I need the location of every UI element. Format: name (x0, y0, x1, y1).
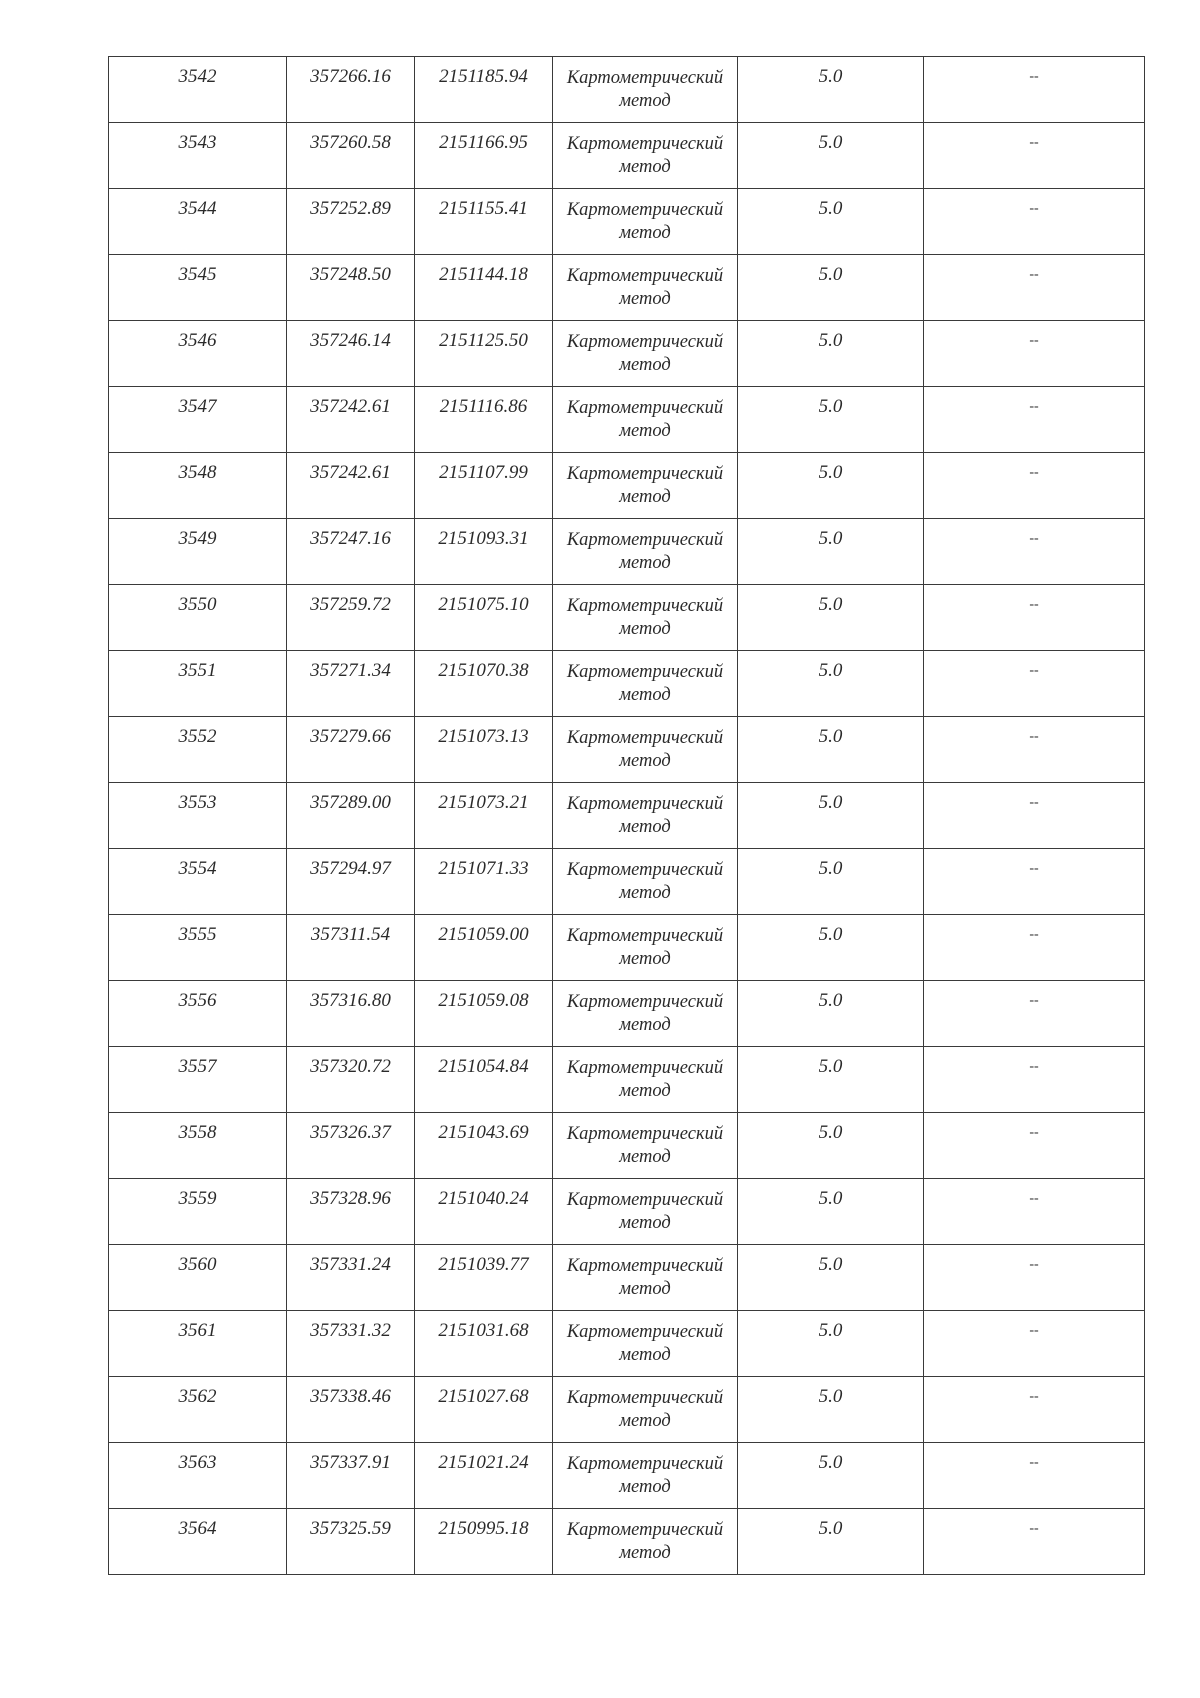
note-cell: -- (924, 651, 1145, 717)
precision-cell: 5.0 (738, 387, 924, 453)
precision-cell: 5.0 (738, 255, 924, 321)
table-row (109, 1509, 1145, 1575)
precision-cell: 5.0 (738, 651, 924, 717)
y-coordinate-cell: 2151144.18 (415, 255, 553, 321)
method-cell: Картометрический метод (553, 981, 738, 1047)
x-coordinate-cell: 357252.89 (287, 189, 415, 255)
note-cell: -- (924, 915, 1145, 981)
method-cell: Картометрический метод (553, 453, 738, 519)
note-cell: -- (924, 453, 1145, 519)
table-row (109, 849, 1145, 915)
method-cell: Картометрический метод (553, 1245, 738, 1311)
note-cell: -- (924, 189, 1145, 255)
table-body (109, 57, 1145, 1575)
y-coordinate-cell: 2151031.68 (415, 1311, 553, 1377)
y-coordinate-cell: 2151021.24 (415, 1443, 553, 1509)
method-cell: Картометрический метод (553, 783, 738, 849)
method-cell: Картометрический метод (553, 57, 738, 123)
table-row (109, 1245, 1145, 1311)
table-row (109, 189, 1145, 255)
x-coordinate-cell: 357331.32 (287, 1311, 415, 1377)
method-cell: Картометрический метод (553, 387, 738, 453)
y-coordinate-cell: 2151107.99 (415, 453, 553, 519)
table-row (109, 717, 1145, 783)
y-coordinate-cell: 2150995.18 (415, 1509, 553, 1575)
note-cell: -- (924, 1311, 1145, 1377)
y-coordinate-cell: 2151043.69 (415, 1113, 553, 1179)
note-cell: -- (924, 1179, 1145, 1245)
point-number-cell: 3543 (109, 123, 287, 189)
precision-cell: 5.0 (738, 1377, 924, 1443)
method-cell: Картометрический метод (553, 585, 738, 651)
point-number-cell: 3561 (109, 1311, 287, 1377)
note-cell: -- (924, 321, 1145, 387)
precision-cell: 5.0 (738, 981, 924, 1047)
y-coordinate-cell: 2151054.84 (415, 1047, 553, 1113)
point-number-cell: 3555 (109, 915, 287, 981)
method-cell: Картометрический метод (553, 1443, 738, 1509)
note-cell: -- (924, 981, 1145, 1047)
y-coordinate-cell: 2151027.68 (415, 1377, 553, 1443)
point-number-cell: 3557 (109, 1047, 287, 1113)
table-row (109, 1443, 1145, 1509)
y-coordinate-cell: 2151155.41 (415, 189, 553, 255)
coordinates-table (108, 56, 1145, 1575)
point-number-cell: 3554 (109, 849, 287, 915)
y-coordinate-cell: 2151166.95 (415, 123, 553, 189)
note-cell: -- (924, 585, 1145, 651)
method-cell: Картометрический метод (553, 717, 738, 783)
method-cell: Картометрический метод (553, 255, 738, 321)
note-cell: -- (924, 387, 1145, 453)
table-row (109, 123, 1145, 189)
table-row (109, 57, 1145, 123)
table-row (109, 915, 1145, 981)
point-number-cell: 3564 (109, 1509, 287, 1575)
y-coordinate-cell: 2151116.86 (415, 387, 553, 453)
x-coordinate-cell: 357331.24 (287, 1245, 415, 1311)
y-coordinate-cell: 2151059.08 (415, 981, 553, 1047)
method-cell: Картометрический метод (553, 1179, 738, 1245)
x-coordinate-cell: 357279.66 (287, 717, 415, 783)
method-cell: Картометрический метод (553, 1311, 738, 1377)
x-coordinate-cell: 357289.00 (287, 783, 415, 849)
x-coordinate-cell: 357242.61 (287, 453, 415, 519)
method-cell: Картометрический метод (553, 189, 738, 255)
point-number-cell: 3552 (109, 717, 287, 783)
method-cell: Картометрический метод (553, 321, 738, 387)
x-coordinate-cell: 357248.50 (287, 255, 415, 321)
y-coordinate-cell: 2151071.33 (415, 849, 553, 915)
point-number-cell: 3549 (109, 519, 287, 585)
table-row (109, 981, 1145, 1047)
x-coordinate-cell: 357311.54 (287, 915, 415, 981)
note-cell: -- (924, 1047, 1145, 1113)
note-cell: -- (924, 1509, 1145, 1575)
note-cell: -- (924, 255, 1145, 321)
point-number-cell: 3542 (109, 57, 287, 123)
note-cell: -- (924, 717, 1145, 783)
precision-cell: 5.0 (738, 453, 924, 519)
note-cell: -- (924, 783, 1145, 849)
precision-cell: 5.0 (738, 1509, 924, 1575)
y-coordinate-cell: 2151075.10 (415, 585, 553, 651)
point-number-cell: 3556 (109, 981, 287, 1047)
point-number-cell: 3548 (109, 453, 287, 519)
y-coordinate-cell: 2151073.21 (415, 783, 553, 849)
method-cell: Картометрический метод (553, 1113, 738, 1179)
point-number-cell: 3545 (109, 255, 287, 321)
method-cell: Картометрический метод (553, 1047, 738, 1113)
x-coordinate-cell: 357259.72 (287, 585, 415, 651)
precision-cell: 5.0 (738, 783, 924, 849)
precision-cell: 5.0 (738, 1245, 924, 1311)
precision-cell: 5.0 (738, 519, 924, 585)
precision-cell: 5.0 (738, 1311, 924, 1377)
note-cell: -- (924, 849, 1145, 915)
x-coordinate-cell: 357337.91 (287, 1443, 415, 1509)
x-coordinate-cell: 357260.58 (287, 123, 415, 189)
table-row (109, 1377, 1145, 1443)
x-coordinate-cell: 357338.46 (287, 1377, 415, 1443)
x-coordinate-cell: 357247.16 (287, 519, 415, 585)
precision-cell: 5.0 (738, 585, 924, 651)
table-row (109, 651, 1145, 717)
precision-cell: 5.0 (738, 915, 924, 981)
precision-cell: 5.0 (738, 1443, 924, 1509)
y-coordinate-cell: 2151073.13 (415, 717, 553, 783)
point-number-cell: 3560 (109, 1245, 287, 1311)
y-coordinate-cell: 2151070.38 (415, 651, 553, 717)
x-coordinate-cell: 357246.14 (287, 321, 415, 387)
precision-cell: 5.0 (738, 57, 924, 123)
x-coordinate-cell: 357266.16 (287, 57, 415, 123)
y-coordinate-cell: 2151039.77 (415, 1245, 553, 1311)
method-cell: Картометрический метод (553, 1509, 738, 1575)
point-number-cell: 3558 (109, 1113, 287, 1179)
table-row (109, 1113, 1145, 1179)
precision-cell: 5.0 (738, 717, 924, 783)
x-coordinate-cell: 357242.61 (287, 387, 415, 453)
note-cell: -- (924, 1377, 1145, 1443)
note-cell: -- (924, 519, 1145, 585)
note-cell: -- (924, 1113, 1145, 1179)
x-coordinate-cell: 357320.72 (287, 1047, 415, 1113)
method-cell: Картометрический метод (553, 1377, 738, 1443)
note-cell: -- (924, 123, 1145, 189)
point-number-cell: 3544 (109, 189, 287, 255)
note-cell: -- (924, 57, 1145, 123)
table-row (109, 387, 1145, 453)
method-cell: Картометрический метод (553, 519, 738, 585)
precision-cell: 5.0 (738, 189, 924, 255)
y-coordinate-cell: 2151093.31 (415, 519, 553, 585)
precision-cell: 5.0 (738, 1047, 924, 1113)
point-number-cell: 3563 (109, 1443, 287, 1509)
table-row (109, 321, 1145, 387)
table-row (109, 585, 1145, 651)
method-cell: Картометрический метод (553, 123, 738, 189)
table-row (109, 519, 1145, 585)
method-cell: Картометрический метод (553, 915, 738, 981)
point-number-cell: 3546 (109, 321, 287, 387)
table-row (109, 1179, 1145, 1245)
x-coordinate-cell: 357294.97 (287, 849, 415, 915)
x-coordinate-cell: 357271.34 (287, 651, 415, 717)
point-number-cell: 3559 (109, 1179, 287, 1245)
precision-cell: 5.0 (738, 1113, 924, 1179)
x-coordinate-cell: 357328.96 (287, 1179, 415, 1245)
point-number-cell: 3550 (109, 585, 287, 651)
method-cell: Картометрический метод (553, 651, 738, 717)
y-coordinate-cell: 2151040.24 (415, 1179, 553, 1245)
table-row (109, 1311, 1145, 1377)
x-coordinate-cell: 357326.37 (287, 1113, 415, 1179)
table-row (109, 1047, 1145, 1113)
table-row (109, 783, 1145, 849)
y-coordinate-cell: 2151185.94 (415, 57, 553, 123)
precision-cell: 5.0 (738, 321, 924, 387)
precision-cell: 5.0 (738, 849, 924, 915)
y-coordinate-cell: 2151125.50 (415, 321, 553, 387)
x-coordinate-cell: 357316.80 (287, 981, 415, 1047)
point-number-cell: 3562 (109, 1377, 287, 1443)
method-cell: Картометрический метод (553, 849, 738, 915)
y-coordinate-cell: 2151059.00 (415, 915, 553, 981)
note-cell: -- (924, 1443, 1145, 1509)
precision-cell: 5.0 (738, 123, 924, 189)
table-row (109, 255, 1145, 321)
note-cell: -- (924, 1245, 1145, 1311)
point-number-cell: 3553 (109, 783, 287, 849)
point-number-cell: 3547 (109, 387, 287, 453)
x-coordinate-cell: 357325.59 (287, 1509, 415, 1575)
precision-cell: 5.0 (738, 1179, 924, 1245)
point-number-cell: 3551 (109, 651, 287, 717)
table-row (109, 453, 1145, 519)
